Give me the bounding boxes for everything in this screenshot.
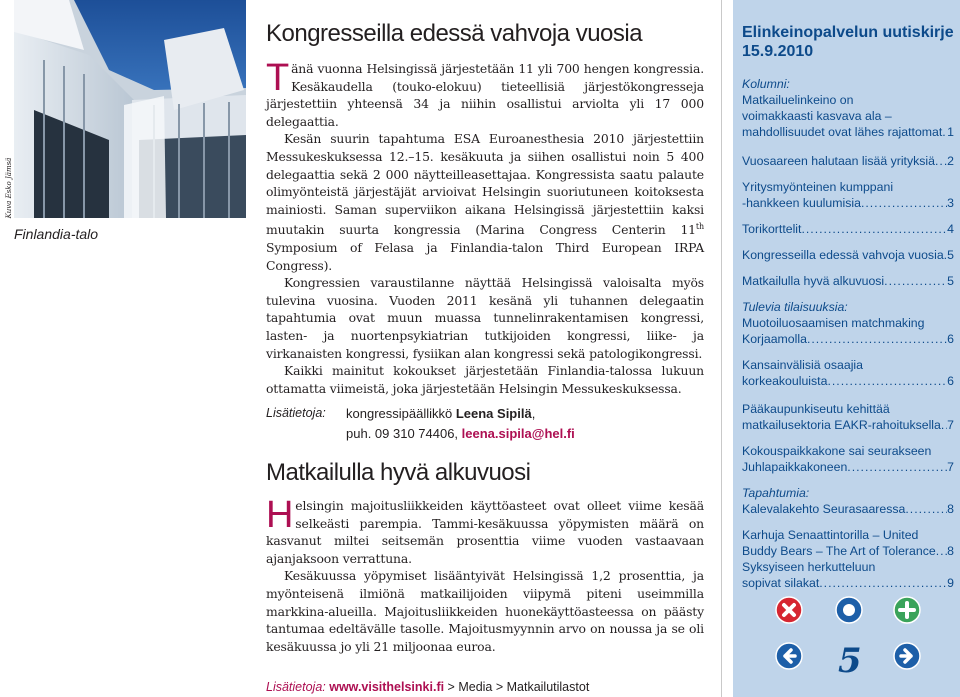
toc-leader <box>935 153 947 169</box>
toc-line: korkeakouluista <box>742 374 828 388</box>
building-photo <box>14 0 246 218</box>
toc-leader <box>905 501 947 517</box>
toc-category: Tulevia tilaisuuksia: <box>742 300 848 314</box>
article2-paragraph: Kesäkuussa yöpymiset lisääntyivät Helsingissä 1,2 prosenttia, ja myönteisenä ilmiönä matkailijoiden viipymä piteni useimmilla markkina-alueilla. Majoitusliikkeiden huonekäyttöasteessa on päästy tantumaa edeltävälle tasolle. Majoitusmyynnin arvo on noussa ja se oli kesäkuussa jo yli 21 miljoonaa euroa. <box>266 568 704 654</box>
contact-label: Lisätietoja: <box>266 680 330 694</box>
toc-leader <box>801 221 947 237</box>
toc-page-number: 7 <box>947 418 954 432</box>
article1-title: Kongresseilla edessä vahvoja vuosia <box>266 20 643 47</box>
toc-entry[interactable] <box>742 273 954 289</box>
toc-line: Matkailulla hyvä alkuvuosi <box>742 274 885 288</box>
arrow-left-icon[interactable] <box>775 642 803 670</box>
contact-person: kongressipäällikkö Leena Sipilä, <box>346 406 536 421</box>
toc-entry[interactable] <box>742 247 954 263</box>
toc-line: Muotoiluosaamisen matchmaking <box>742 316 925 330</box>
page-number: 5 <box>838 641 862 681</box>
column-divider <box>721 0 722 697</box>
toc-page-number: 8 <box>947 502 954 516</box>
article1-paragraph: Tänä vuonna Helsingissä järjestetään 11 yli 700 hengen kongressia. Kesäkaudella (touko-elokuu) tieteellisiä järjestökongresseja järjestettiin yhteensä 34 ja niihin osallistui arviolta yli 17 000 delegaattia. <box>266 57 704 129</box>
toc-leader <box>807 331 947 347</box>
toc-entry[interactable] <box>742 443 954 475</box>
toc-entry[interactable] <box>742 299 954 347</box>
toc-line: Torikorttelit <box>742 222 802 236</box>
toc-page-number: 6 <box>947 374 954 388</box>
toc-leader <box>936 543 947 559</box>
newsletter-date: 15.9.2010 <box>742 43 814 60</box>
toc-page-number: 5 <box>947 248 954 262</box>
photo-credit: Kuva Esko Jämsä <box>5 157 13 219</box>
sidebar <box>733 0 960 697</box>
article1-body <box>266 57 704 397</box>
table-of-contents <box>742 76 954 591</box>
toc-line: Buddy Bears – The Art of Tolerance <box>742 544 936 558</box>
toc-line: mahdollisuudet ovat lähes rajattomat <box>742 125 943 139</box>
toc-entry[interactable] <box>742 559 954 591</box>
toc-page-number: 7 <box>947 460 954 474</box>
close-icon[interactable] <box>775 596 803 624</box>
toc-page-number: 4 <box>947 222 954 236</box>
toc-entry[interactable] <box>742 221 954 237</box>
dropcap: H <box>266 494 294 536</box>
toc-line: Kansainvälisiä osaajia <box>742 358 863 372</box>
toc-page-number: 1 <box>947 125 954 139</box>
article1-paragraph: Kesän suurin tapahtuma ESA Euroanesthesia 2010 järjestettiin Messukeskuksessa 12.–15. kesäkuuta ja siihen osallistui noin 5 400 delegaattia sekä 2 000 näytteilleasettajaa. Kongressista saatu palaute olimyönteistä järjestäjät arvioivat Helsingin suoriutuneen koitoksesta mainiosti. Saman superviikon aikana Helsingissä järjestettiin kaksi muutakin suurta kongressia (Marina Congress Centerin 11th Symposium of Felasa ja Finlandia-talon Third European IRPA Congress). <box>266 131 704 273</box>
article2-body <box>266 494 704 655</box>
zoom-in-icon[interactable] <box>893 596 921 624</box>
toc-entry[interactable] <box>742 357 954 389</box>
home-icon[interactable] <box>835 596 863 624</box>
toc-line: Pääkaupunkiseutu kehittää <box>742 402 890 416</box>
toc-page-number: 8 <box>947 544 954 558</box>
toc-line: Yritysmyönteinen kumppani <box>742 180 894 194</box>
article2-paragraph: Helsingin majoitusliikkeiden käyttöasteet ovat olleet viime kesää selkeästi parempia. Tammi-kesäkuussa yöpymisten määrä on kasvanut miltei seitsemän prosenttia viime vuoden vastaavaan ajanjaksoon verrattuna. <box>266 494 704 566</box>
contact-phone: puh. 09 310 74406, leena.sipila@hel.fi <box>346 426 575 441</box>
article1-paragraph: Kaikki mainitut kokoukset järjestetään Finlandia-talossa lukuun ottamatta viimeistä, joka järjestetään Helsingin Messukeskuksessa. <box>266 363 704 396</box>
toc-category: Tapahtumia: <box>742 486 810 500</box>
toc-line: voimakkaasti kasvava ala – <box>742 109 892 123</box>
toc-leader <box>827 373 947 389</box>
website-link[interactable]: www.visithelsinki.fi <box>329 680 445 694</box>
toc-line: Karhuja Senaattintorilla – United <box>742 528 919 542</box>
toc-line: sopivat silakat <box>742 576 820 590</box>
toc-line: Kalevalakehto Seurasaaressa <box>742 502 906 516</box>
toc-line: Juhlapaikkakoneen <box>742 460 848 474</box>
article2-title: Matkailulla hyvä alkuvuosi <box>266 459 531 486</box>
toc-leader <box>847 459 947 475</box>
toc-line: Korjaamolla <box>742 332 807 346</box>
toc-entry[interactable] <box>742 76 954 140</box>
toc-category: Kolumni: <box>742 77 790 91</box>
photo-caption: Finlandia-talo <box>14 226 99 242</box>
toc-page-number: 2 <box>947 154 954 168</box>
toc-line: Kongresseilla edessä vahvoja vuosia <box>742 248 944 262</box>
toc-page-number: 3 <box>947 196 954 210</box>
toc-leader <box>861 195 947 211</box>
toc-entry[interactable] <box>742 179 954 211</box>
dropcap: T <box>266 57 290 99</box>
toc-entry[interactable] <box>742 485 954 517</box>
breadcrumb: > Media > Matkailutilastot <box>444 680 590 694</box>
email-link[interactable]: leena.sipila@hel.fi <box>461 426 575 441</box>
toc-line: Kokouspaikkakone sai seurakseen <box>742 444 932 458</box>
toc-page-number: 5 <box>947 274 954 288</box>
toc-page-number: 6 <box>947 332 954 346</box>
toc-leader <box>819 575 947 591</box>
toc-line: Syksyiseen herkutteluun <box>742 560 876 574</box>
toc-entry[interactable] <box>742 527 954 559</box>
toc-entry[interactable] <box>742 153 954 169</box>
toc-line: Matkailuelinkeino on <box>742 93 854 107</box>
toc-line: Vuosaareen halutaan lisää yrityksiä <box>742 154 935 168</box>
arrow-right-icon[interactable] <box>893 642 921 670</box>
toc-leader <box>884 273 947 289</box>
newsletter-title: Elinkeinopalvelun uutiskirje 15.9.2010 <box>742 24 954 60</box>
toc-line: matkailusektoria EAKR-rahoituksella <box>742 418 941 432</box>
article2-contact <box>266 680 589 694</box>
article1-paragraph: Kongressien varaustilanne näyttää Helsingissä valoisalta myös tulevina vuosina. Vuoden 2011 kesänä yli tuhannen delegaatin tapahtumia ovat muun muassa tunnelinrakentamisen kongressi, lasten- ja nuortenpsykiatrian tutkijoiden kongressi, liike- ja virkanaisten kongressi, fysiikan alan kongressi sekä patologikongressi. <box>266 275 704 361</box>
toc-line: -hankkeen kuulumisia <box>742 196 861 210</box>
toc-page-number: 9 <box>947 576 954 590</box>
toc-entry[interactable] <box>742 401 954 433</box>
contact-label: Lisätietoja: <box>266 406 326 420</box>
